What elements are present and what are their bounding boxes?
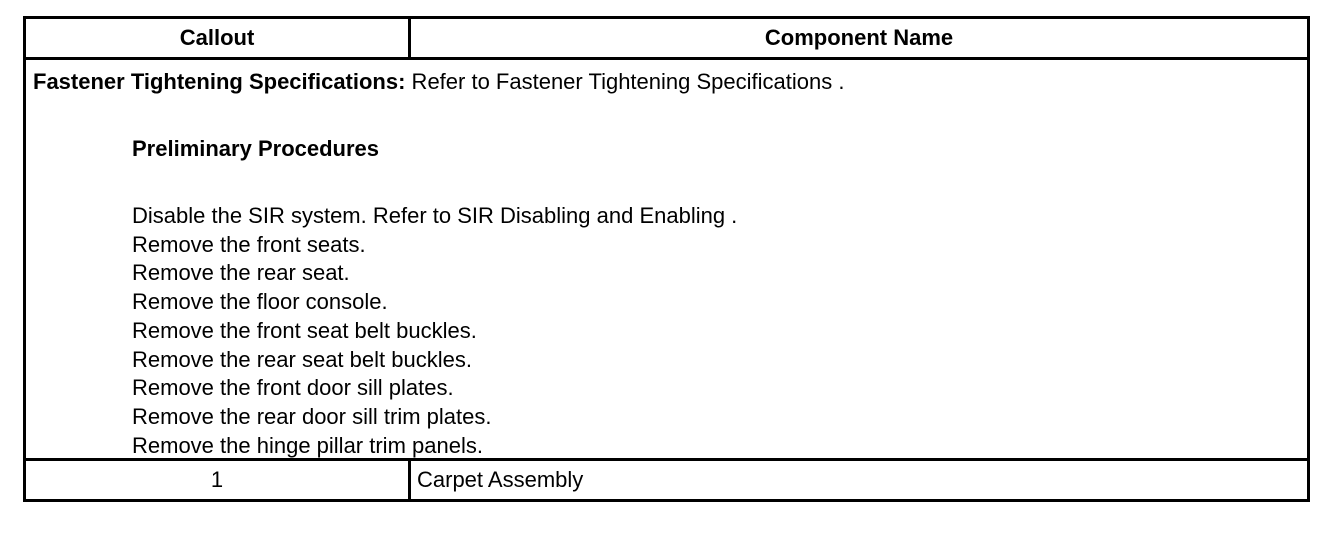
- procedure-step: Remove the front seats.: [132, 231, 366, 257]
- fastener-spec-label: Fastener Tightening Specifications:: [33, 69, 406, 94]
- callout-cell: 1: [25, 460, 410, 501]
- procedure-step: Remove the rear seat.: [132, 260, 350, 286]
- component-table: [23, 16, 1310, 502]
- procedure-step: Remove the front seat belt buckles.: [132, 317, 477, 343]
- preliminary-procedures-heading: Preliminary Procedures: [132, 136, 380, 161]
- procedure-step: Remove the front door sill plates.: [132, 375, 454, 401]
- component-name-header: Component Name: [410, 18, 1309, 59]
- procedure-step: Remove the hinge pillar trim panels.: [132, 432, 483, 458]
- procedure-row: [25, 59, 1309, 460]
- component-name-cell: Carpet Assembly: [410, 460, 1309, 501]
- fastener-spec-line: [33, 68, 844, 96]
- callout-header: Callout: [25, 18, 410, 59]
- table-row: [25, 460, 1309, 501]
- table-header-row: [25, 18, 1309, 59]
- procedure-step-list: [132, 202, 737, 460]
- procedure-step: Remove the rear seat belt buckles.: [132, 346, 472, 372]
- procedure-cell: [25, 59, 1309, 460]
- procedure-step: Remove the rear door sill trim plates.: [132, 403, 492, 429]
- fastener-spec-text: Refer to Fastener Tightening Specifications .: [405, 69, 845, 94]
- procedure-step: Disable the SIR system. Refer to SIR Disabling and Enabling .: [132, 203, 738, 228]
- procedure-step: Remove the floor console.: [132, 289, 388, 315]
